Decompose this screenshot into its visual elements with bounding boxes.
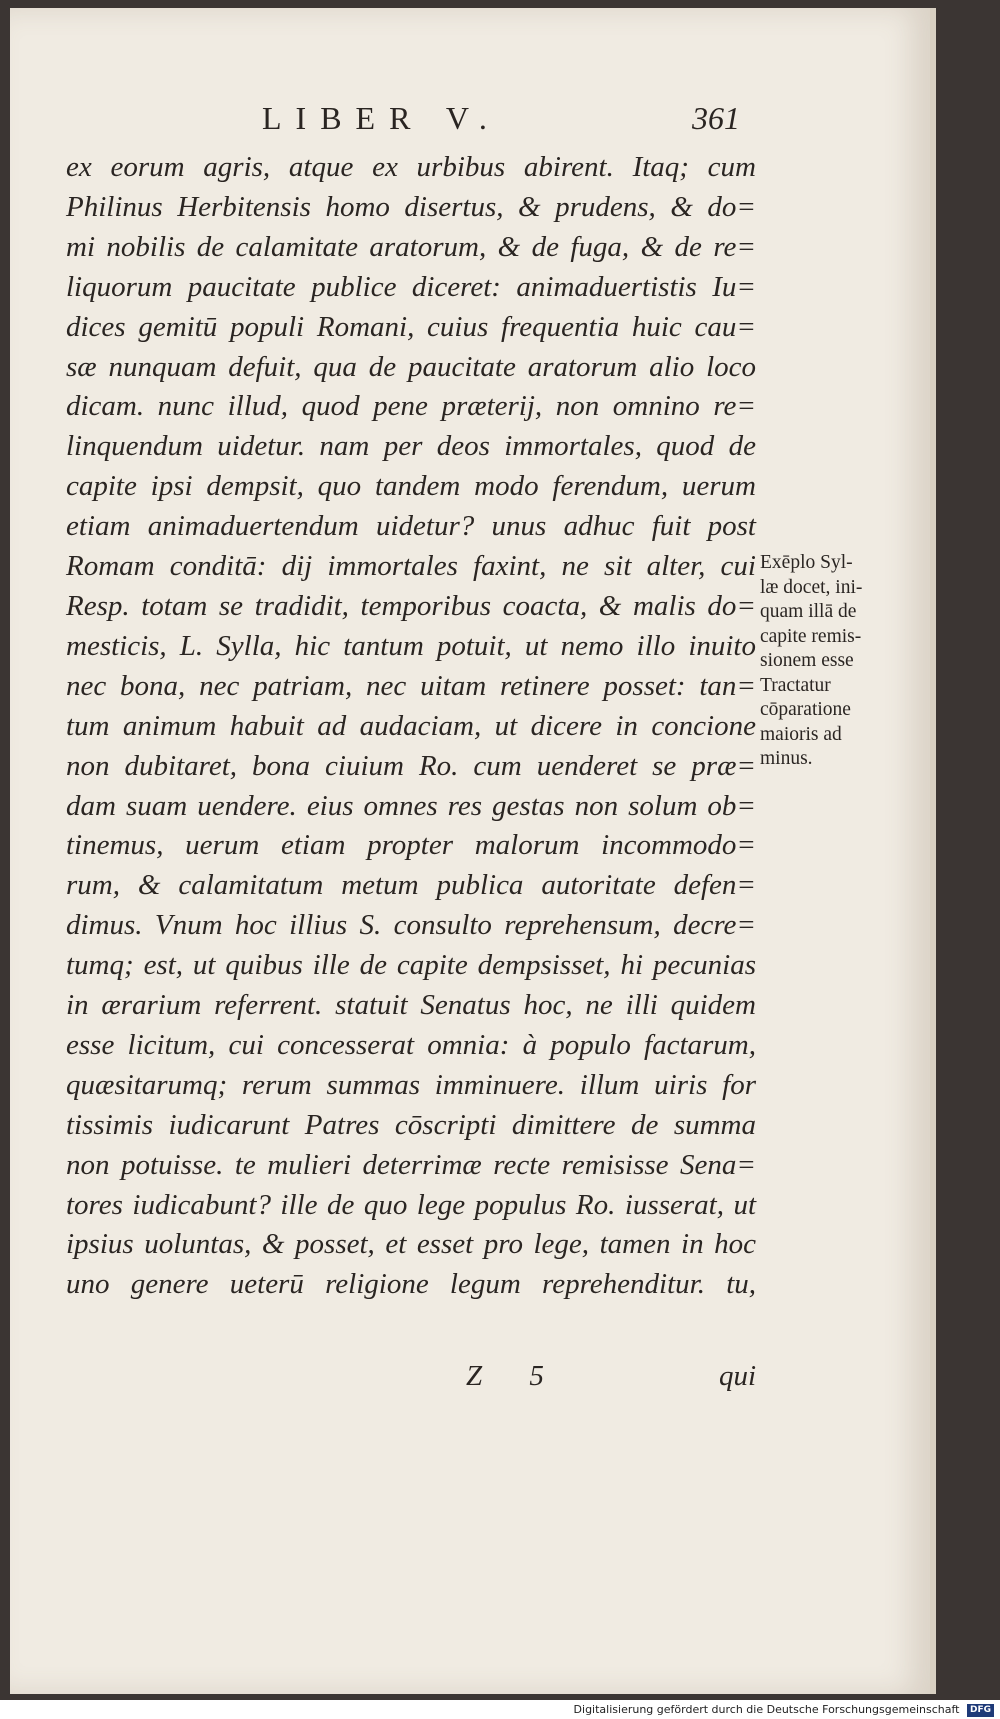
page-number: 361 <box>692 100 740 136</box>
margin-note-line: sionem esse <box>760 650 854 671</box>
text-line: Romam conditā: dij immortales faxint, ne sit alter, cui <box>66 550 756 583</box>
page-header <box>262 100 740 144</box>
book-page <box>10 8 930 1694</box>
credit-text: Digitalisierung gefördert durch die Deutsche Forschungsgemeinschaft <box>573 1703 960 1716</box>
margin-note-line: quam illā de <box>760 601 857 622</box>
text-line: tissimis iudicarunt Patres cōscripti dimittere de summa <box>66 1108 756 1141</box>
text-line: uno genere ueterū religione legum reprehenditur. tu, <box>66 1268 756 1301</box>
catchline <box>466 1360 756 1400</box>
margin-note-line: maioris ad <box>760 723 842 745</box>
margin-note-line: minus. <box>760 748 813 769</box>
text-line: liquorum paucitate publice diceret: animaduertistis Iu= <box>66 270 756 303</box>
text-line: quæsitarumq; rerum summas imminuere. illum uiris for <box>66 1068 756 1101</box>
text-line: dices gemitū populi Romani, cuius frequentia huic cau= <box>66 310 756 343</box>
dfg-logo-icon: DFG <box>967 1704 994 1717</box>
text-line: ex eorum agris, atque ex urbibus abirent. Itaq; cum <box>66 151 756 183</box>
catchword: qui <box>718 1360 756 1392</box>
text-line: rum, & calamitatum metum publica autoritate defen= <box>66 869 756 902</box>
text-line: in ærarium referrent. statuit Senatus hoc, ne illi quidem <box>66 989 756 1022</box>
text-line: sæ nunquam defuit, qua de paucitate aratorum alio loco <box>66 350 756 383</box>
margin-note-line: capite remis- <box>760 625 862 647</box>
text-line: nec bona, nec patriam, nec uitam retinere posset: tan= <box>66 669 756 702</box>
text-line: dicam. nunc illud, quod pene præterij, non omnino re= <box>66 390 756 423</box>
margin-note-line: cōparatione <box>760 699 851 720</box>
margin-note-line: Exēplo Syl- <box>760 552 853 573</box>
text-line: ipsius uoluntas, & posset, et esset pro lege, tamen in hoc <box>66 1228 756 1261</box>
text-line: mi nobilis de calamitate aratorum, & de fuga, & de re= <box>66 230 756 263</box>
text-line: esse licitum, cui concesserat omnia: à populo factarum, <box>66 1028 756 1061</box>
digitization-credit <box>0 1700 1000 1719</box>
text-line: non dubitaret, bona ciuium Ro. cum uenderet se præ= <box>66 749 756 782</box>
text-line: tores iudicabunt? ille de quo lege populus Ro. iusserat, ut <box>66 1188 756 1221</box>
margin-note <box>760 551 880 772</box>
text-line: tum animum habuit ad audaciam, ut dicere in concione <box>66 709 756 742</box>
margin-note-line: Tractatur <box>760 674 831 696</box>
text-line: etiam animaduertendum uidetur? unus adhuc fuit post <box>66 510 756 543</box>
text-line: linquendum uidetur. nam per deos immortales, quod de <box>66 430 756 463</box>
text-line: tinemus, uerum etiam propter malorum incommodo= <box>66 829 756 862</box>
text-line: tumq; est, ut quibus ille de capite dempsisset, hi pecunias <box>66 949 756 982</box>
text-line: capite ipsi dempsit, quo tandem modo ferendum, uerum <box>66 470 756 503</box>
text-line: non potuisse. te mulieri deterrimæ recte remisisse Sena= <box>66 1148 756 1181</box>
running-head: LIBER V. <box>262 100 501 136</box>
page-edge <box>930 8 936 1694</box>
signature-mark: Z 5 <box>466 1360 564 1392</box>
text-line: Philinus Herbitensis homo disertus, & prudens, & do= <box>66 190 756 223</box>
body-text <box>66 148 756 1305</box>
margin-note-line: læ docet, ini- <box>760 576 863 598</box>
text-line: dam suam uendere. eius omnes res gestas non solum ob= <box>66 789 756 822</box>
text-line: Resp. totam se tradidit, temporibus coacta, & malis do= <box>66 589 756 622</box>
text-line: dimus. Vnum hoc illius S. consulto reprehensum, decre= <box>66 909 756 942</box>
text-line: mesticis, L. Sylla, hic tantum potuit, ut nemo illo inuito <box>66 629 756 662</box>
